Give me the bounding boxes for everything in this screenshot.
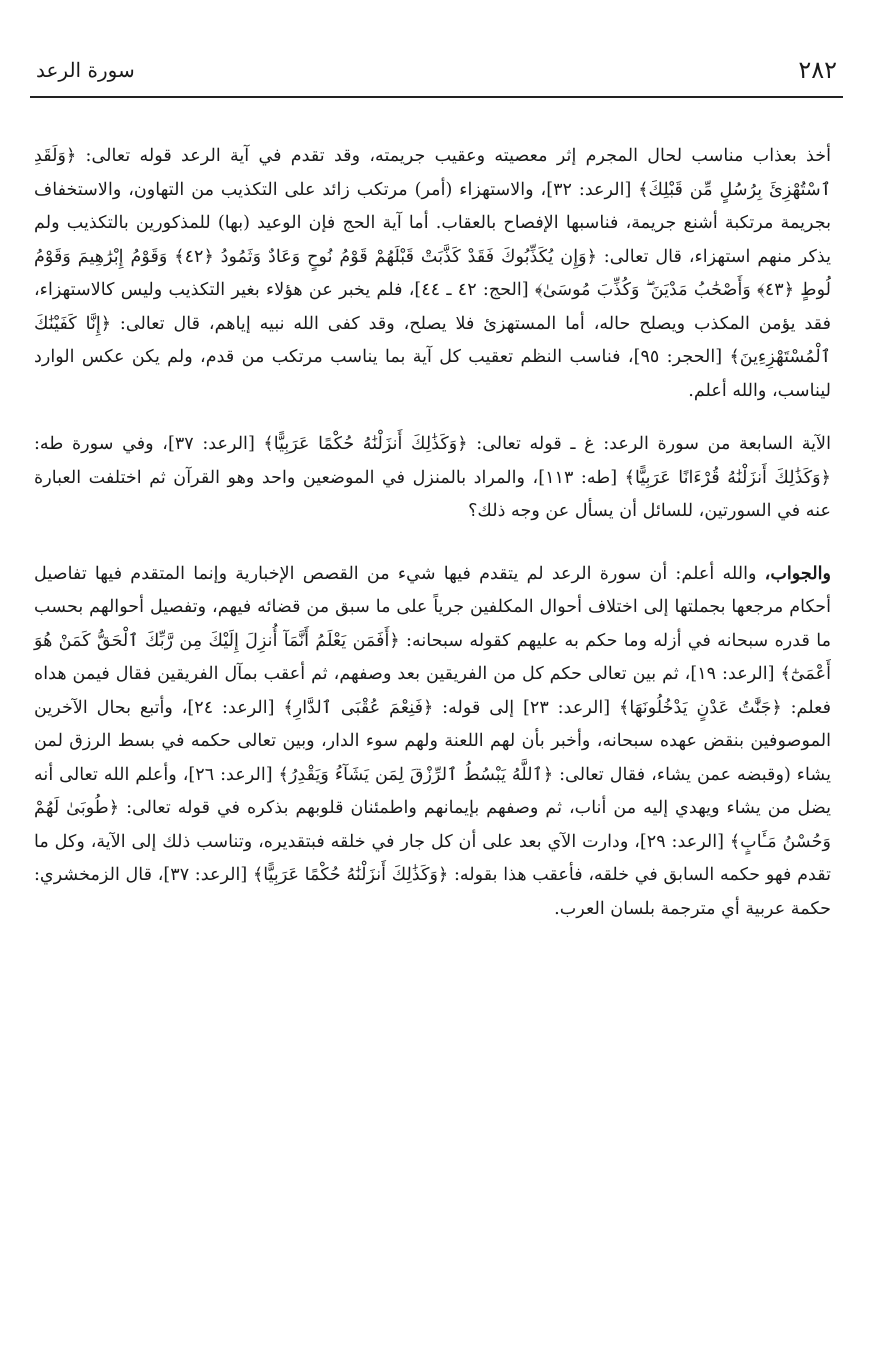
paragraph-1: [34, 140, 831, 408]
paragraph-2-text: الآية السابعة من سورة الرعد: غ ـ قوله تعالى: ﴿وَكَذَٰلِكَ أَنزَلْنَٰهُ حُكْمًا عَرَبِيًّا﴾ [الرعد: ٣٧]، وفي سورة طه: ﴿وَكَذَٰلِكَ أَنزَلْنَٰهُ قُرْءَانًا عَرَبِيًّا﴾ [طه: ١١٣]، والمراد بالمنزل في الموضعين واحد وهو القرآن ثم اختلفت العبارة عنه في السورتين، للسائل أن يسأل عن وجه ذلك؟: [34, 434, 831, 521]
page-number: ٢٨٢: [798, 56, 837, 84]
paragraph-3: [34, 557, 831, 927]
chapter-title: سورة الرعد: [36, 58, 135, 82]
page-body: [34, 140, 831, 926]
paragraph-2: [34, 428, 831, 529]
paragraph-1-text: أخذ بعذاب مناسب لحال المجرم إثر معصيته وعقيب جريمته، وقد تقدم في آية الرعد قوله تعالى: ﴿وَلَقَدِ ٱسْتُهْزِئَ بِرُسُلٍ مِّن قَبْلِكَ﴾ [الرعد: ٣٢]، والاستهزاء (أمر) مرتكب زائد على التكذيب من التهاون، والاستخفاف بجريمة مرتكبة أشنع جريمة، فناسبها الإفصاح بالعقاب. أما آية الحج فإن الوعيد (بها) للمذكورين بالتكذيب ولم يذكر منهم استهزاء، قال تعالى: ﴿وَإِن يُكَذِّبُوكَ فَقَدْ كَذَّبَتْ قَبْلَهُمْ قَوْمُ نُوحٍ وَعَادٌ وَثَمُودُ ﴿٤٢﴾ وَقَوْمُ إِبْرَٰهِيمَ وَقَوْمُ لُوطٍ ﴿٤٣﴾ وَأَصْحَٰبُ مَدْيَنَ ۖ وَكُذِّبَ مُوسَىٰ﴾ [الحج: ٤٢ ـ ٤٤]، فلم يخبر عن هؤلاء بغير التكذيب وليس كالاستهزاء، فقد يؤمن المكذب ويصلح حاله، أما المستهزئ فلا يصلح، وقد كفى الله نبيه إياهم، قال تعالى: ﴿إِنَّا كَفَيْنَٰكَ ٱلْمُسْتَهْزِءِينَ﴾ [الحجر: ٩٥]، فناسب النظم تعقيب كل آية بما يناسب مرتكب من قدم، ولم يكن عكس الوارد ليناسب، والله أعلم.: [34, 146, 832, 401]
answer-lead: والجواب،: [764, 562, 831, 584]
page-header: [30, 44, 843, 98]
paragraph-3-text: والله أعلم: أن سورة الرعد لم يتقدم فيها شيء من القصص الإخبارية وإنما المتقدم فيها تفاصيل أحكام مرجعها بجملتها إلى اختلاف أحوال المكلفين جرياً على ما سبق من قضائه فيهم، وتفصيل أحوالهم بحسب ما قدره سبحانه في أزله وما حكم به عليهم كقوله سبحانه: ﴿أَفَمَن يَعْلَمُ أَنَّمَآ أُنزِلَ إِلَيْكَ مِن رَّبِّكَ ٱلْحَقُّ كَمَنْ هُوَ أَعْمَىٰٓ﴾ [الرعد: ١٩]، ثم بين تعالى حكم كل من الفريقين بعد وصفهم، ثم أعقب بمآل الفريقين فقال فيمن هداه فعلم: ﴿جَنَّٰتُ عَدْنٍ يَدْخُلُونَهَا﴾ [الرعد: ٢٣] إلى قوله: ﴿فَنِعْمَ عُقْبَى ٱلدَّارِ﴾ [الرعد: ٢٤]، وأتبع بحال الآخرين الموصوفين بنقض عهده سبحانه، وأخبر بأن لهم اللعنة ولهم سوء الدار، وبين تعالى حكمه في بسط الرزق لمن يشاء (وقبضه عمن يشاء، فقال تعالى: ﴿ٱللَّهُ يَبْسُطُ ٱلرِّزْقَ لِمَن يَشَآءُ وَيَقْدِرُ﴾ [الرعد: ٢٦]، وأعلم الله تعالى أنه يضل من يشاء ويهدي إليه من أناب، ثم وصفهم بإيمانهم واطمئنان قلوبهم بذكره في قوله تعالى: ﴿طُوبَىٰ لَهُمْ وَحُسْنُ مَـَٔابٍ﴾ [الرعد: ٢٩]، ودارت الآي بعد على أن كل جار في خلقه فبتقديره، وتناسب ذلك إلى الآية، وكل ما تقدم فهو حكمه السابق في خلقه، فأعقب هذا بقوله: ﴿وَكَذَٰلِكَ أَنزَلْنَٰهُ حُكْمًا عَرَبِيًّا﴾ [الرعد: ٣٧]، قال الزمخشري: حكمة عربية أي مترجمة بلسان العرب.: [34, 563, 831, 919]
